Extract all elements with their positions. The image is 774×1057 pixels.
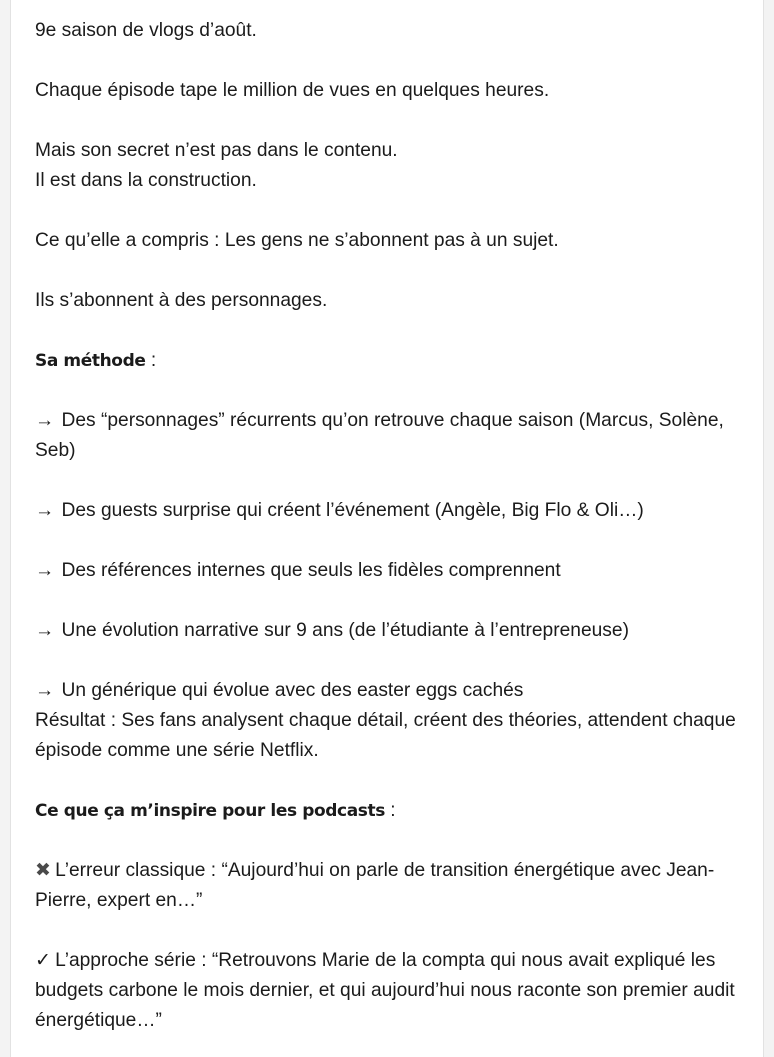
arrow-right-icon: →: [35, 560, 55, 581]
method-heading: [35, 346, 751, 376]
text-characters: Ils s’abonnent à des personnages.: [35, 290, 328, 311]
method-item-text: Des “personnages” récurrents qu’on retrouve chaque saison (Marcus, Solène, Seb): [35, 410, 724, 461]
podcast-heading: [35, 796, 751, 826]
arrow-right-icon: →: [35, 680, 55, 701]
post-body: [35, 16, 751, 1036]
method-item-text: Un générique qui évolue avec des easter eggs cachés: [56, 680, 524, 701]
method-item: [35, 616, 751, 646]
text-construction: Il est dans la construction.: [35, 170, 257, 191]
text-secret: Mais son secret n’est pas dans le contenu.: [35, 140, 398, 161]
right-approach: [35, 946, 751, 1036]
text-understood: Ce qu’elle a compris : Les gens ne s’abonnent pas à un sujet.: [35, 230, 559, 251]
wrong-approach: [35, 856, 751, 916]
method-heading-text: Sa méthode: [35, 351, 146, 371]
paragraph-views: [35, 76, 751, 106]
method-item-last: [35, 676, 751, 766]
text-views: Chaque épisode tape le million de vues en quelques heures.: [35, 80, 550, 101]
text-season: 9e saison de vlogs d’août.: [35, 20, 257, 41]
podcast-heading-colon: :: [384, 800, 396, 821]
method-item-text: Des références internes que seuls les fidèles comprennent: [56, 560, 561, 581]
paragraph-season: [35, 16, 751, 46]
arrow-right-icon: →: [35, 410, 55, 431]
method-item: [35, 556, 751, 586]
method-item-text: Des guests surprise qui créent l’événement (Angèle, Big Flo & Oli…): [56, 500, 644, 521]
result-text: Résultat : Ses fans analysent chaque détail, créent des théories, attendent chaque épisode comme une série Netflix.: [35, 710, 736, 761]
arrow-right-icon: →: [35, 500, 55, 521]
method-heading-colon: :: [145, 350, 157, 371]
paragraph-understood: [35, 226, 751, 256]
paragraph-secret: [35, 136, 751, 196]
right-approach-text: L’approche série : “Retrouvons Marie de la compta qui nous avait expliqué les budgets carbone le mois dernier, et qui aujourd’hui nous raconte son premier audit énergétique…”: [35, 950, 735, 1031]
podcast-heading-text: Ce que ça m’inspire pour les podcasts: [35, 801, 385, 821]
cross-icon: ✖: [35, 860, 52, 881]
arrow-right-icon: →: [35, 620, 55, 641]
method-item-text: Une évolution narrative sur 9 ans (de l’étudiante à l’entrepreneuse): [56, 620, 629, 641]
method-item: [35, 406, 751, 466]
wrong-approach-text: L’erreur classique : “Aujourd’hui on parle de transition énergétique avec Jean-Pierre, expert en…”: [35, 860, 715, 911]
post-page: [10, 0, 764, 1057]
method-item: [35, 496, 751, 526]
check-icon: ✓: [35, 950, 52, 971]
paragraph-characters: [35, 286, 751, 316]
